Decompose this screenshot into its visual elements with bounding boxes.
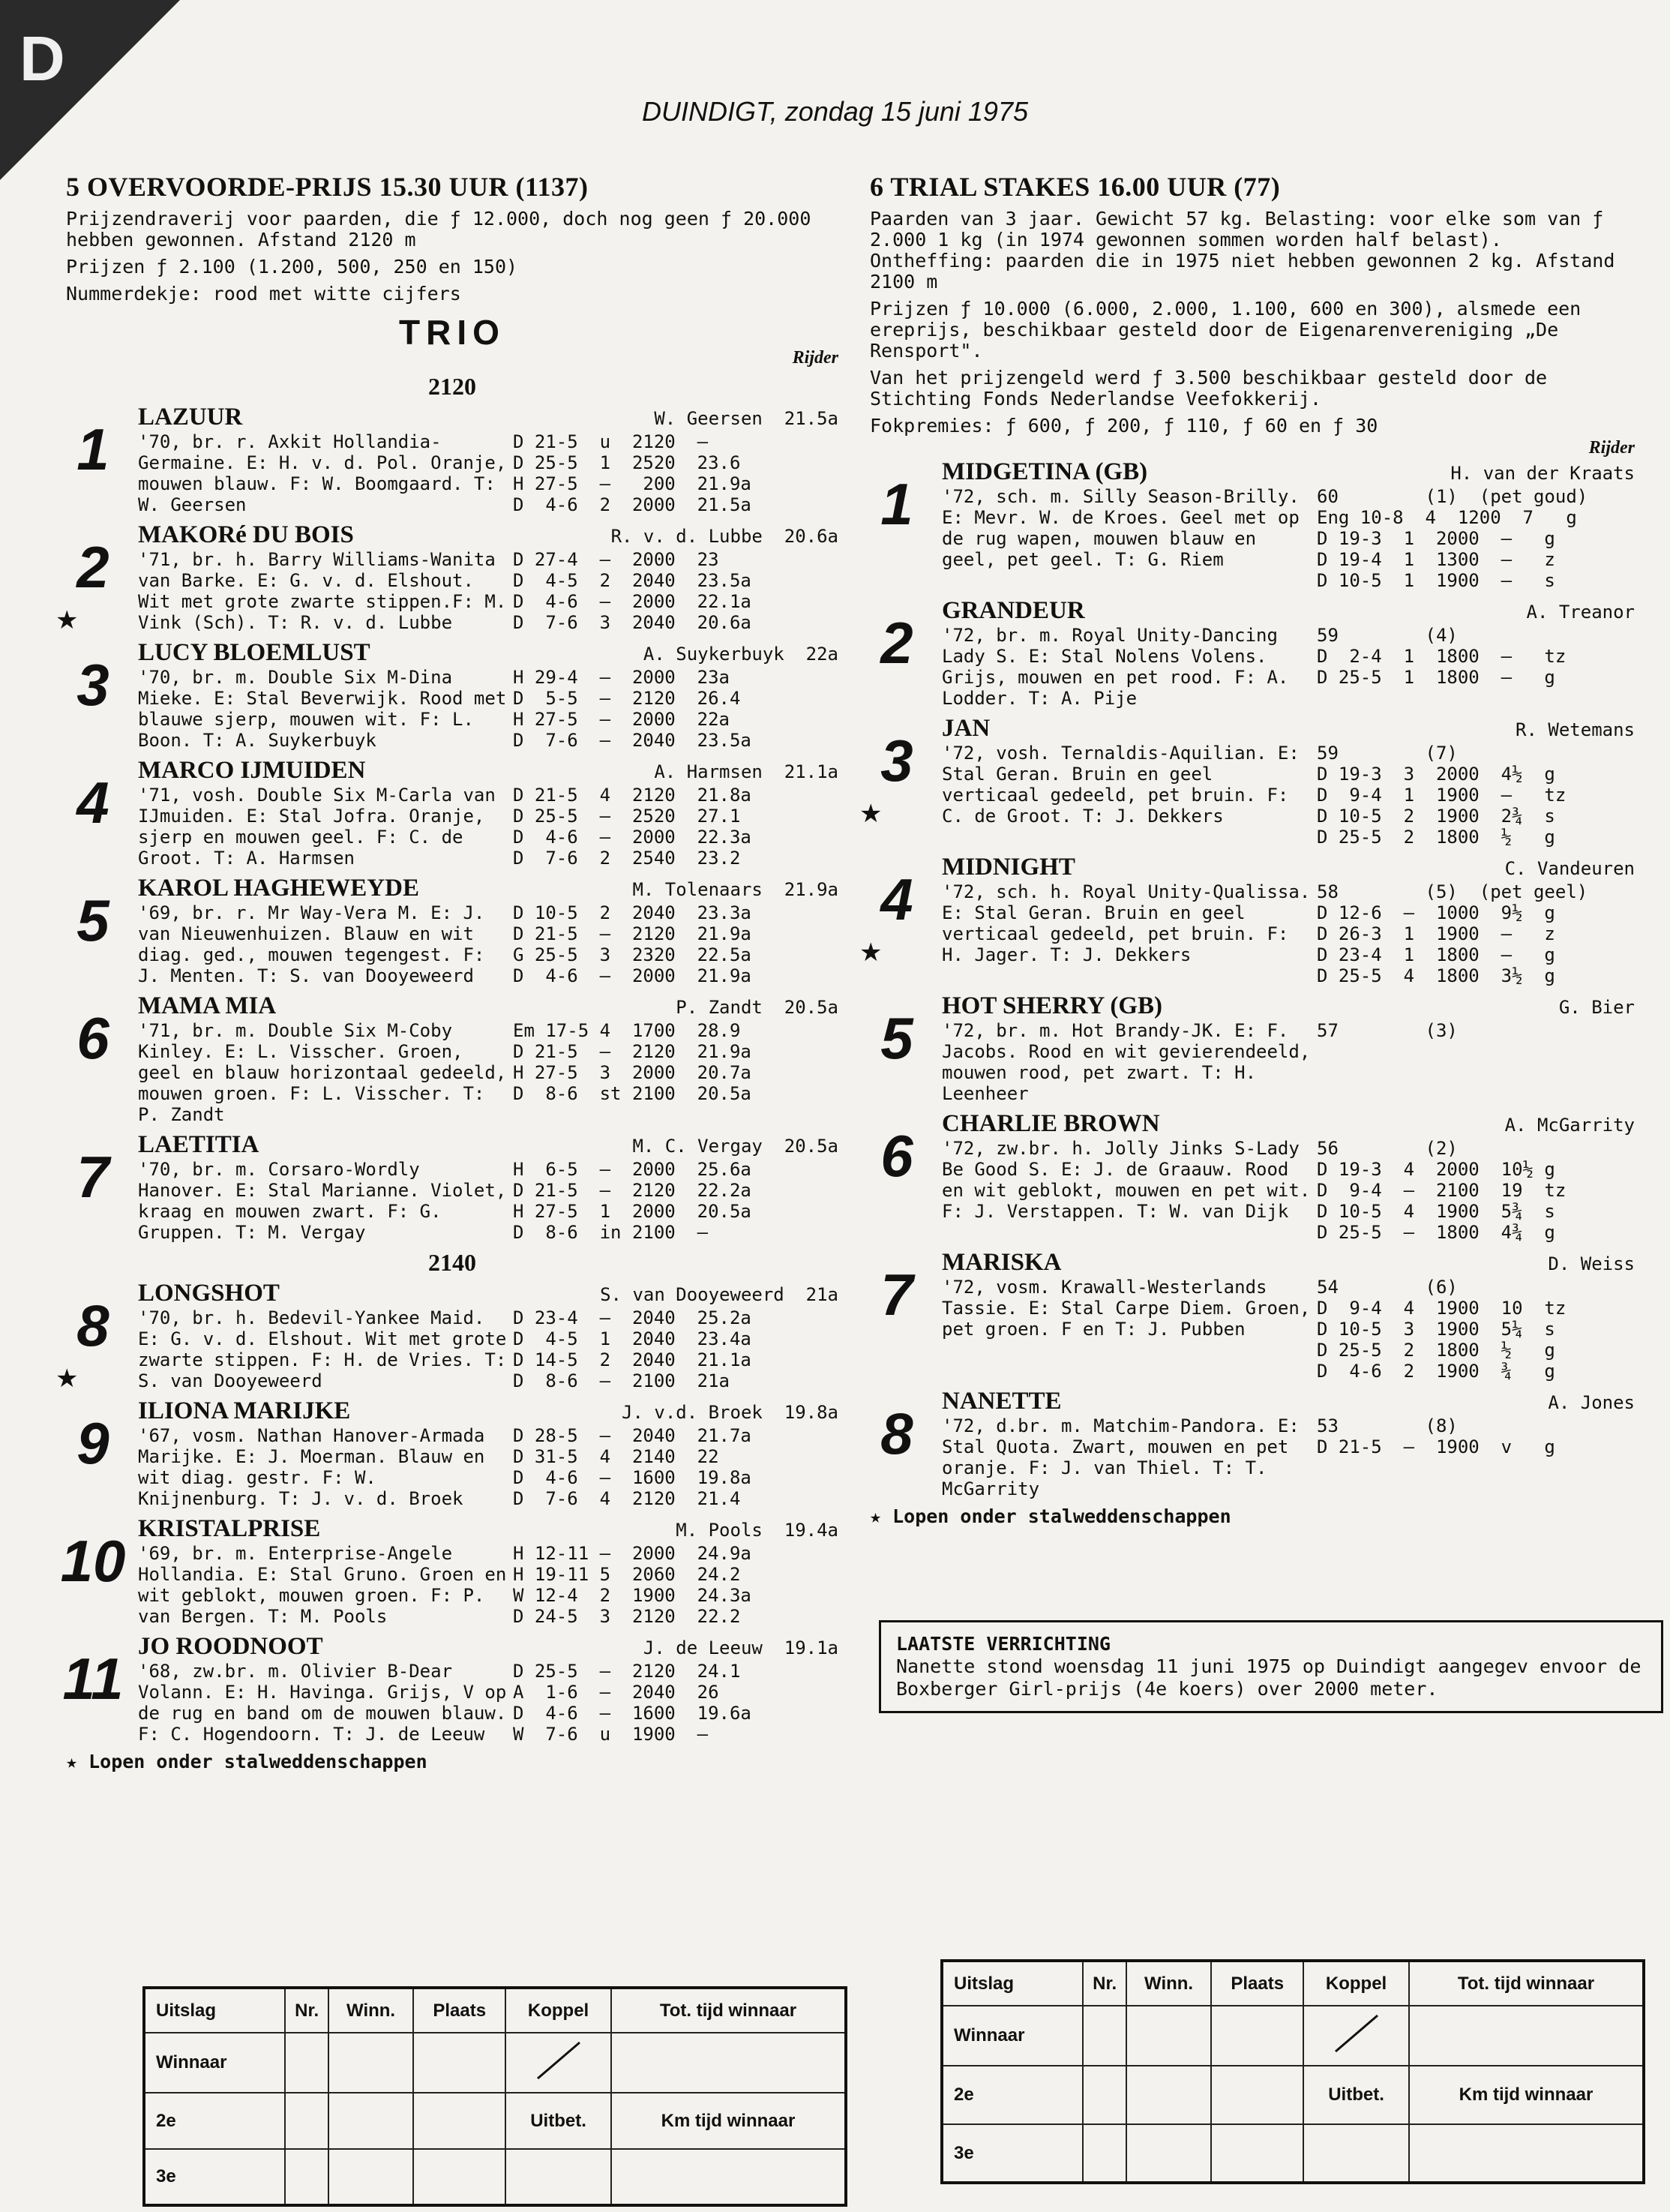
star-icon: ★: [55, 607, 79, 635]
horse-number: 9: [76, 1410, 109, 1476]
distance-heading: 2120: [428, 373, 476, 400]
race-5-column: [55, 171, 838, 1772]
horse-jockey: H. van der Kraats: [1450, 463, 1635, 484]
result-header: Nr.: [285, 1988, 328, 2033]
horse-number: 5: [76, 887, 109, 953]
horse-number: 4: [76, 770, 109, 836]
horse-name: JAN: [942, 715, 991, 742]
horse-name: LONGSHOT: [138, 1280, 280, 1307]
result-row-label: Winnaar: [144, 2033, 285, 2093]
horse-description: '72, zw.br. h. Jolly Jinks S-Lady Be Good S. E: J. de Graauw. Rood en wit geblokt, mouwen en pet wit. F: J. Verstappen. T: W. van Dijk: [942, 1138, 1311, 1222]
result-cell: [1409, 2006, 1644, 2066]
result-row-label: 2e: [144, 2093, 285, 2149]
horse-description: '72, vosh. Ternaldis-Aquilian. E: Stal Geran. Bruin en geel verticaal gedeeld, pet bruin. F: C. de Groot. T: J. Dekkers: [942, 743, 1300, 827]
horse-results: 60 (1) (pet goud) Eng 10-8 4 1200 7 g D 19-3 1 2000 — g D 19-4 1 1300 — z D 10-5 1 1900 — s: [1317, 486, 1588, 591]
result-cell: [328, 2149, 413, 2205]
horse-number: 6: [76, 1005, 109, 1071]
horse-description: '72, sch. h. Royal Unity-Qualissa. E: Stal Geran. Bruin en geel verticaal gedeeld, pet bruin. F: H. Jager. T: J. Dekkers: [942, 881, 1311, 965]
horse-description: '69, br. m. Enterprise-Angele Hollandia. E: Stal Gruno. Groen en wit geblokt, mouwen groen. F: P. van Bergen. T: M. Pools: [138, 1543, 507, 1627]
result-cell: [285, 2149, 328, 2205]
result-cell: [1126, 2124, 1211, 2183]
slash-line: [529, 2038, 589, 2083]
result-cell: [328, 2033, 413, 2093]
horse-name: KAROL HAGHEWEYDE: [138, 875, 419, 902]
stable-note: ★ Lopen onder stalweddenschappen: [66, 1751, 427, 1772]
race-6-column: [859, 171, 1635, 1527]
horse-name: NANETTE: [942, 1388, 1062, 1415]
horse-jockey: A. Suykerbuyk 22a: [643, 644, 838, 665]
horse-description: '72, vosm. Krawall-Westerlands Tassie. E: Stal Carpe Diem. Groen, pet groen. F en T: J. Pubben: [942, 1277, 1311, 1340]
uitbet-label: Uitbet.: [505, 2093, 611, 2149]
horse-description: '72, d.br. m. Matchim-Pandora. E: Stal Quota. Zwart, mouwen en pet oranje. F: J. van Thiel. T: T. McGarrity: [942, 1415, 1300, 1499]
condition-text: Prijzen ƒ 2.100 (1.200, 500, 250 en 150): [66, 256, 518, 278]
horse-number: 1: [76, 416, 109, 482]
horse-description: '71, br. m. Double Six M-Coby Kinley. E: L. Visscher. Groen, geel en blauw horizontaal gedeeld, mouwen groen. F: L. Visscher. T: P. Zandt: [138, 1020, 507, 1125]
horse-description: '70, br. h. Bedevil-Yankee Maid. E: G. v. d. Elshout. Wit met grote zwarte stippen. F: H. de Vries. T: S. van Dooyeweerd: [138, 1307, 507, 1391]
horse-entry: [62, 1633, 838, 1745]
result-header: Tot. tijd winnaar: [611, 1988, 846, 2033]
result-row-label: 3e: [144, 2149, 285, 2205]
box-text: Nanette stond woensdag 11 juni 1975 op Duindigt aangegev envoor de Boxberger Girl-prijs (4e koers) over 2000 meter.: [896, 1655, 1642, 1700]
horse-jockey: A. Treanor: [1526, 602, 1635, 623]
horse-entry: [66, 992, 838, 1125]
result-cell: [413, 2149, 505, 2205]
race-5-conditions: [66, 209, 838, 305]
horse-results: D 28-5 — 2040 21.7a D 31-5 4 2140 22 D 4-6 — 1600 19.8a D 7-6 4 2120 21.4: [513, 1425, 751, 1509]
horse-name: ILIONA MARIJKE: [138, 1397, 351, 1424]
horse-number: 4: [880, 866, 913, 932]
horse-entry: [859, 715, 1635, 848]
trio-label: TRIO: [399, 313, 505, 352]
horse-results: H 12-11 — 2000 24.9a H 19-11 5 2060 24.2 W 12-4 2 1900 24.3a D 24-5 3 2120 22.2: [513, 1543, 751, 1627]
horse-name: MAKORé DU BOIS: [138, 521, 354, 548]
horse-description: '68, zw.br. m. Olivier B-Dear Volann. E: H. Havinga. Grijs, V op de rug en band om de mouwen blauw. F: C. Hogendoorn. T: J. de Leeuw: [138, 1661, 507, 1745]
horse-results: 56 (2) D 19-3 4 2000 10½ g D 9-4 — 2100 19 tz D 10-5 4 1900 5¾ s D 25-5 — 1800 4¾ g: [1317, 1138, 1567, 1243]
horse-number: 10: [60, 1528, 126, 1594]
star-icon: ★: [859, 800, 883, 828]
horse-jockey: J. v.d. Broek 19.8a: [622, 1402, 838, 1423]
result-cell: [505, 2149, 611, 2205]
horse-entry: [859, 854, 1635, 986]
result-cell: [1211, 2124, 1303, 2183]
horse-jockey: P. Zandt 20.5a: [676, 997, 838, 1018]
horse-description: '72, br. m. Royal Unity-Dancing Lady S. E: Stal Nolens Volens. Grijs, mouwen en pet rood. F: A. Lodder. T: A. Pije: [942, 625, 1289, 709]
horse-name: MARCO IJMUIDEN: [138, 757, 366, 784]
condition-text: Prijzendraverij voor paarden, die ƒ 12.000, doch nog geen ƒ 20.000 hebben gewonnen. Afstand 2120 m: [66, 208, 811, 251]
koppel-cell: [505, 2033, 611, 2093]
race-5-title: 5 OVERVOORDE-PRIJS 15.30 UUR (1137): [66, 172, 589, 202]
race-5-entries-2140: [55, 1280, 838, 1745]
horse-entry: [66, 1131, 838, 1243]
condition-text: Fokpremies: ƒ 600, ƒ 200, ƒ 110, ƒ 60 en ƒ 30: [870, 415, 1378, 437]
horse-entry: [55, 1280, 838, 1393]
horse-number: 8: [880, 1400, 913, 1466]
result-row-label: Winnaar: [942, 2006, 1083, 2066]
horse-name: LAZUUR: [138, 404, 243, 431]
uitbet-label: Uitbet.: [1303, 2066, 1409, 2124]
horse-jockey: D. Weiss: [1548, 1253, 1635, 1274]
koppel-cell: [1303, 2006, 1409, 2066]
horse-results: D 23-4 — 2040 25.2a D 4-5 1 2040 23.4a D 14-5 2 2040 21.1a D 8-6 — 2100 21a: [513, 1307, 751, 1391]
horse-jockey: S. van Dooyeweerd 21a: [600, 1284, 838, 1305]
horse-description: '71, vosh. Double Six M-Carla van IJmuiden. E: Stal Jofra. Oranje, sjerp en mouwen geel. F: C. de Groot. T: A. Harmsen: [138, 785, 496, 869]
result-header: Tot. tijd winnaar: [1409, 1961, 1644, 2006]
horse-entry: [60, 1515, 838, 1627]
horse-results: 54 (6) D 9-4 4 1900 10 tz D 10-5 3 1900 5¼ s D 25-5 2 1800 ½ g D 4-6 2 1900 ¾ g: [1317, 1277, 1567, 1382]
result-cell: [1126, 2006, 1211, 2066]
result-row-label: 3e: [942, 2124, 1083, 2183]
corner-letter: D: [19, 23, 65, 94]
horse-number: 1: [880, 471, 913, 537]
horse-results: H 6-5 — 2000 25.6a D 21-5 — 2120 22.2a H 27-5 1 2000 20.5a D 8-6 in 2100 —: [513, 1159, 751, 1243]
horse-description: '72, br. m. Hot Brandy-JK. E: F. Jacobs. Rood en wit gevierendeeld, mouwen rood, pet zwart. T: H. Leenheer: [942, 1020, 1311, 1104]
result-header: Plaats: [1211, 1961, 1303, 2006]
km-time-label: Km tijd winnaar: [1409, 2066, 1644, 2124]
horse-number: 8: [76, 1292, 109, 1358]
horse-entry: [870, 597, 1635, 709]
result-cell: [328, 2093, 413, 2149]
result-header: Koppel: [505, 1988, 611, 2033]
horse-jockey: W. Geersen 21.5a: [654, 408, 838, 429]
result-cell: [1303, 2124, 1409, 2183]
horse-results: 59 (7) D 19-3 3 2000 4½ g D 9-4 1 1900 — tz D 10-5 2 1900 2¾ s D 25-5 2 1800 ½ g: [1317, 743, 1567, 848]
horse-results: D 25-5 — 2120 24.1 A 1-6 — 2040 26 D 4-6 — 1600 19.6a W 7-6 u 1900 —: [513, 1661, 751, 1745]
horse-description: '70, br. r. Axkit Hollandia-Germaine. E: H. v. d. Pol. Oranje, mouwen blauw. F: W. Boomgaard. T: W. Geersen: [138, 431, 507, 515]
result-header: Koppel: [1303, 1961, 1409, 2006]
box-title: LAATSTE VERRICHTING: [896, 1633, 1111, 1655]
horse-name: CHARLIE BROWN: [942, 1110, 1160, 1137]
horse-number: 7: [880, 1262, 913, 1328]
race-6-title: 6 TRIAL STAKES 16.00 UUR (77): [870, 172, 1281, 202]
race-6-entries: [859, 458, 1635, 1499]
condition-text: Prijzen ƒ 10.000 (6.000, 2.000, 1.100, 600 en 300), alsmede een ereprijs, beschikbaar gesteld door de Eigenarenvereniging „De Rensport".: [870, 298, 1582, 362]
horse-entry: [870, 992, 1635, 1104]
horse-results: 58 (5) (pet geel) D 12-6 — 1000 9½ g D 26-3 1 1900 — z D 23-4 1 1800 — g D 25-5 4 1800 3½ g: [1317, 881, 1588, 986]
horse-results: 57 (3): [1317, 1020, 1458, 1041]
result-cell: [611, 2149, 846, 2205]
result-cell: [1083, 2066, 1126, 2124]
horse-name: JO ROODNOOT: [138, 1633, 323, 1660]
horse-number: 11: [62, 1646, 124, 1712]
star-icon: ★: [55, 1365, 79, 1393]
horse-entry: [870, 1110, 1635, 1243]
horse-jockey: M. Pools 19.4a: [676, 1520, 838, 1541]
horse-number: 2: [880, 610, 913, 676]
stable-note: ★ Lopen onder stalweddenschappen: [870, 1505, 1231, 1527]
horse-jockey: A. McGarrity: [1504, 1115, 1635, 1136]
horse-results: 59 (4) D 2-4 1 1800 — tz D 25-5 1 1800 — g: [1317, 625, 1567, 688]
horse-description: '69, br. r. Mr Way-Vera M. E: J. van Nieuwenhuizen. Blauw en wit diag. ged., mouwen tegengest. F: J. Menten. T: S. van Dooyeweerd: [138, 902, 485, 986]
horse-jockey: G. Bier: [1558, 997, 1635, 1018]
horse-results: 53 (8) D 21-5 — 1900 v g: [1317, 1415, 1555, 1457]
horse-number: 5: [880, 1005, 913, 1071]
horse-results: D 10-5 2 2040 23.3a D 21-5 — 2120 21.9a G 25-5 3 2320 22.5a D 4-6 — 2000 21.9a: [513, 902, 751, 986]
result-table-race-5: [142, 1986, 847, 2207]
last-performance-box: [879, 1620, 1663, 1713]
km-time-label: Km tijd winnaar: [611, 2093, 846, 2149]
horse-results: Em 17-5 4 1700 28.9 D 21-5 — 2120 21.9a H 27-5 3 2000 20.7a D 8-6 st 2100 20.5a: [513, 1020, 751, 1104]
result-cell: [1126, 2066, 1211, 2124]
horse-description: '71, br. h. Barry Williams-Wanita van Barke. E: G. v. d. Elshout. Wit met grote zwarte stippen.F: M. Vink (Sch). T: R. v. d. Lubbe: [138, 549, 507, 633]
horse-name: MARISKA: [942, 1249, 1062, 1276]
horse-jockey: J. de Leeuw 19.1a: [643, 1637, 838, 1658]
horse-entry: [870, 1249, 1635, 1382]
result-cell: [1083, 2124, 1126, 2183]
horse-jockey: C. Vandeuren: [1504, 858, 1635, 879]
rijder-heading: Rijder: [1588, 438, 1635, 458]
result-header: Nr.: [1083, 1961, 1126, 2006]
horse-entry: [870, 458, 1635, 591]
horse-number: 2: [76, 534, 109, 600]
result-cell: [1211, 2006, 1303, 2066]
horse-results: D 21-5 u 2120 — D 25-5 1 2520 23.6 H 27-5 — 200 21.9a D 4-6 2 2000 21.5a: [513, 431, 751, 515]
horse-name: MIDGETINA (GB): [942, 458, 1148, 485]
horse-description: '70, br. m. Corsaro-Wordly Hanover. E: Stal Marianne. Violet, kraag en mouwen zwart. F: G. Gruppen. T: M. Vergay: [138, 1159, 507, 1243]
result-cell: [413, 2033, 505, 2093]
result-cell: [285, 2033, 328, 2093]
horse-entry: [55, 521, 838, 635]
horse-jockey: M. Tolenaars 21.9a: [632, 879, 838, 900]
horse-entry: [66, 757, 838, 869]
result-table-race-6: [940, 1959, 1645, 2184]
rijder-heading: Rijder: [792, 348, 838, 368]
condition-text: Paarden van 3 jaar. Gewicht 57 kg. Belasting: voor elke som van ƒ 2.000 1 kg (in 1974 gewonnen sommen worden half belast). Ontheffing: paarden die in 1975 niet hebben gewonnen 2 kg. Afstand 2100 m: [870, 208, 1615, 293]
result-cell: [285, 2093, 328, 2149]
result-cell: [611, 2033, 846, 2093]
horse-entry: [66, 639, 838, 751]
result-cell: [1211, 2066, 1303, 2124]
result-row-label: 2e: [942, 2066, 1083, 2124]
star-icon: ★: [859, 939, 883, 967]
horse-name: LAETITIA: [138, 1131, 259, 1158]
horse-name: MAMA MIA: [138, 992, 277, 1019]
horse-name: MIDNIGHT: [942, 854, 1075, 881]
page-header: DUINDIGT, zondag 15 juni 1975: [642, 96, 1028, 127]
horse-jockey: R. Wetemans: [1516, 719, 1635, 740]
result-header: Winn.: [328, 1988, 413, 2033]
horse-description: '70, br. m. Double Six M-Dina Mieke. E: Stal Beverwijk. Rood met blauwe sjerp, mouwen wit. F: L. Boon. T: A. Suykerbuyk: [138, 667, 507, 751]
horse-entry: [66, 404, 838, 515]
horse-jockey: M. C. Vergay 20.5a: [632, 1136, 838, 1157]
result-cell: [413, 2093, 505, 2149]
result-cell: [1409, 2124, 1644, 2183]
horse-name: HOT SHERRY (GB): [942, 992, 1163, 1019]
horse-entry: [66, 1397, 838, 1509]
horse-number: 3: [76, 652, 109, 718]
horse-jockey: A. Jones: [1548, 1392, 1635, 1413]
horse-results: H 29-4 — 2000 23a D 5-5 — 2120 26.4 H 27-5 — 2000 22a D 7-6 — 2040 23.5a: [513, 667, 751, 751]
result-cell: [1083, 2006, 1126, 2066]
horse-name: LUCY BLOEMLUST: [138, 639, 370, 666]
result-header: Uitslag: [144, 1988, 285, 2033]
horse-results: D 21-5 4 2120 21.8a D 25-5 — 2520 27.1 D 4-6 — 2000 22.3a D 7-6 2 2540 23.2: [513, 785, 751, 869]
condition-text: Nummerdekje: rood met witte cijfers: [66, 283, 461, 305]
horse-entry: [66, 875, 838, 986]
horse-description: '72, sch. m. Silly Season-Brilly. E: Mevr. W. de Kroes. Geel met op de rug wapen, mouwen blauw en geel, pet geel. T: G. Riem: [942, 486, 1300, 570]
horse-jockey: R. v. d. Lubbe 20.6a: [610, 526, 838, 547]
horse-number: 6: [880, 1123, 913, 1189]
horse-results: D 27-4 — 2000 23 D 4-5 2 2040 23.5a D 4-6 — 2000 22.1a D 7-6 3 2040 20.6a: [513, 549, 751, 633]
result-header: Uitslag: [942, 1961, 1083, 2006]
distance-heading: 2140: [428, 1249, 476, 1276]
result-header: Plaats: [413, 1988, 505, 2033]
horse-number: 3: [880, 728, 913, 794]
slash-line: [1327, 2011, 1387, 2056]
horse-description: '67, vosm. Nathan Hanover-Armada Marijke. E: J. Moerman. Blauw en wit diag. gestr. F: W. Knijnenburg. T: J. v. d. Broek: [138, 1425, 485, 1509]
race-5-entries: [55, 404, 838, 1243]
horse-name: KRISTALPRISE: [138, 1515, 321, 1542]
horse-jockey: A. Harmsen 21.1a: [654, 761, 838, 782]
condition-text: Van het prijzengeld werd ƒ 3.500 beschikbaar gesteld door de Stichting Fonds Nederlandse Veefokkerij.: [870, 367, 1548, 410]
horse-name: GRANDEUR: [942, 597, 1085, 624]
result-header: Winn.: [1126, 1961, 1211, 2006]
race-6-conditions: [870, 209, 1635, 437]
horse-number: 7: [76, 1144, 109, 1210]
horse-entry: [870, 1388, 1635, 1499]
